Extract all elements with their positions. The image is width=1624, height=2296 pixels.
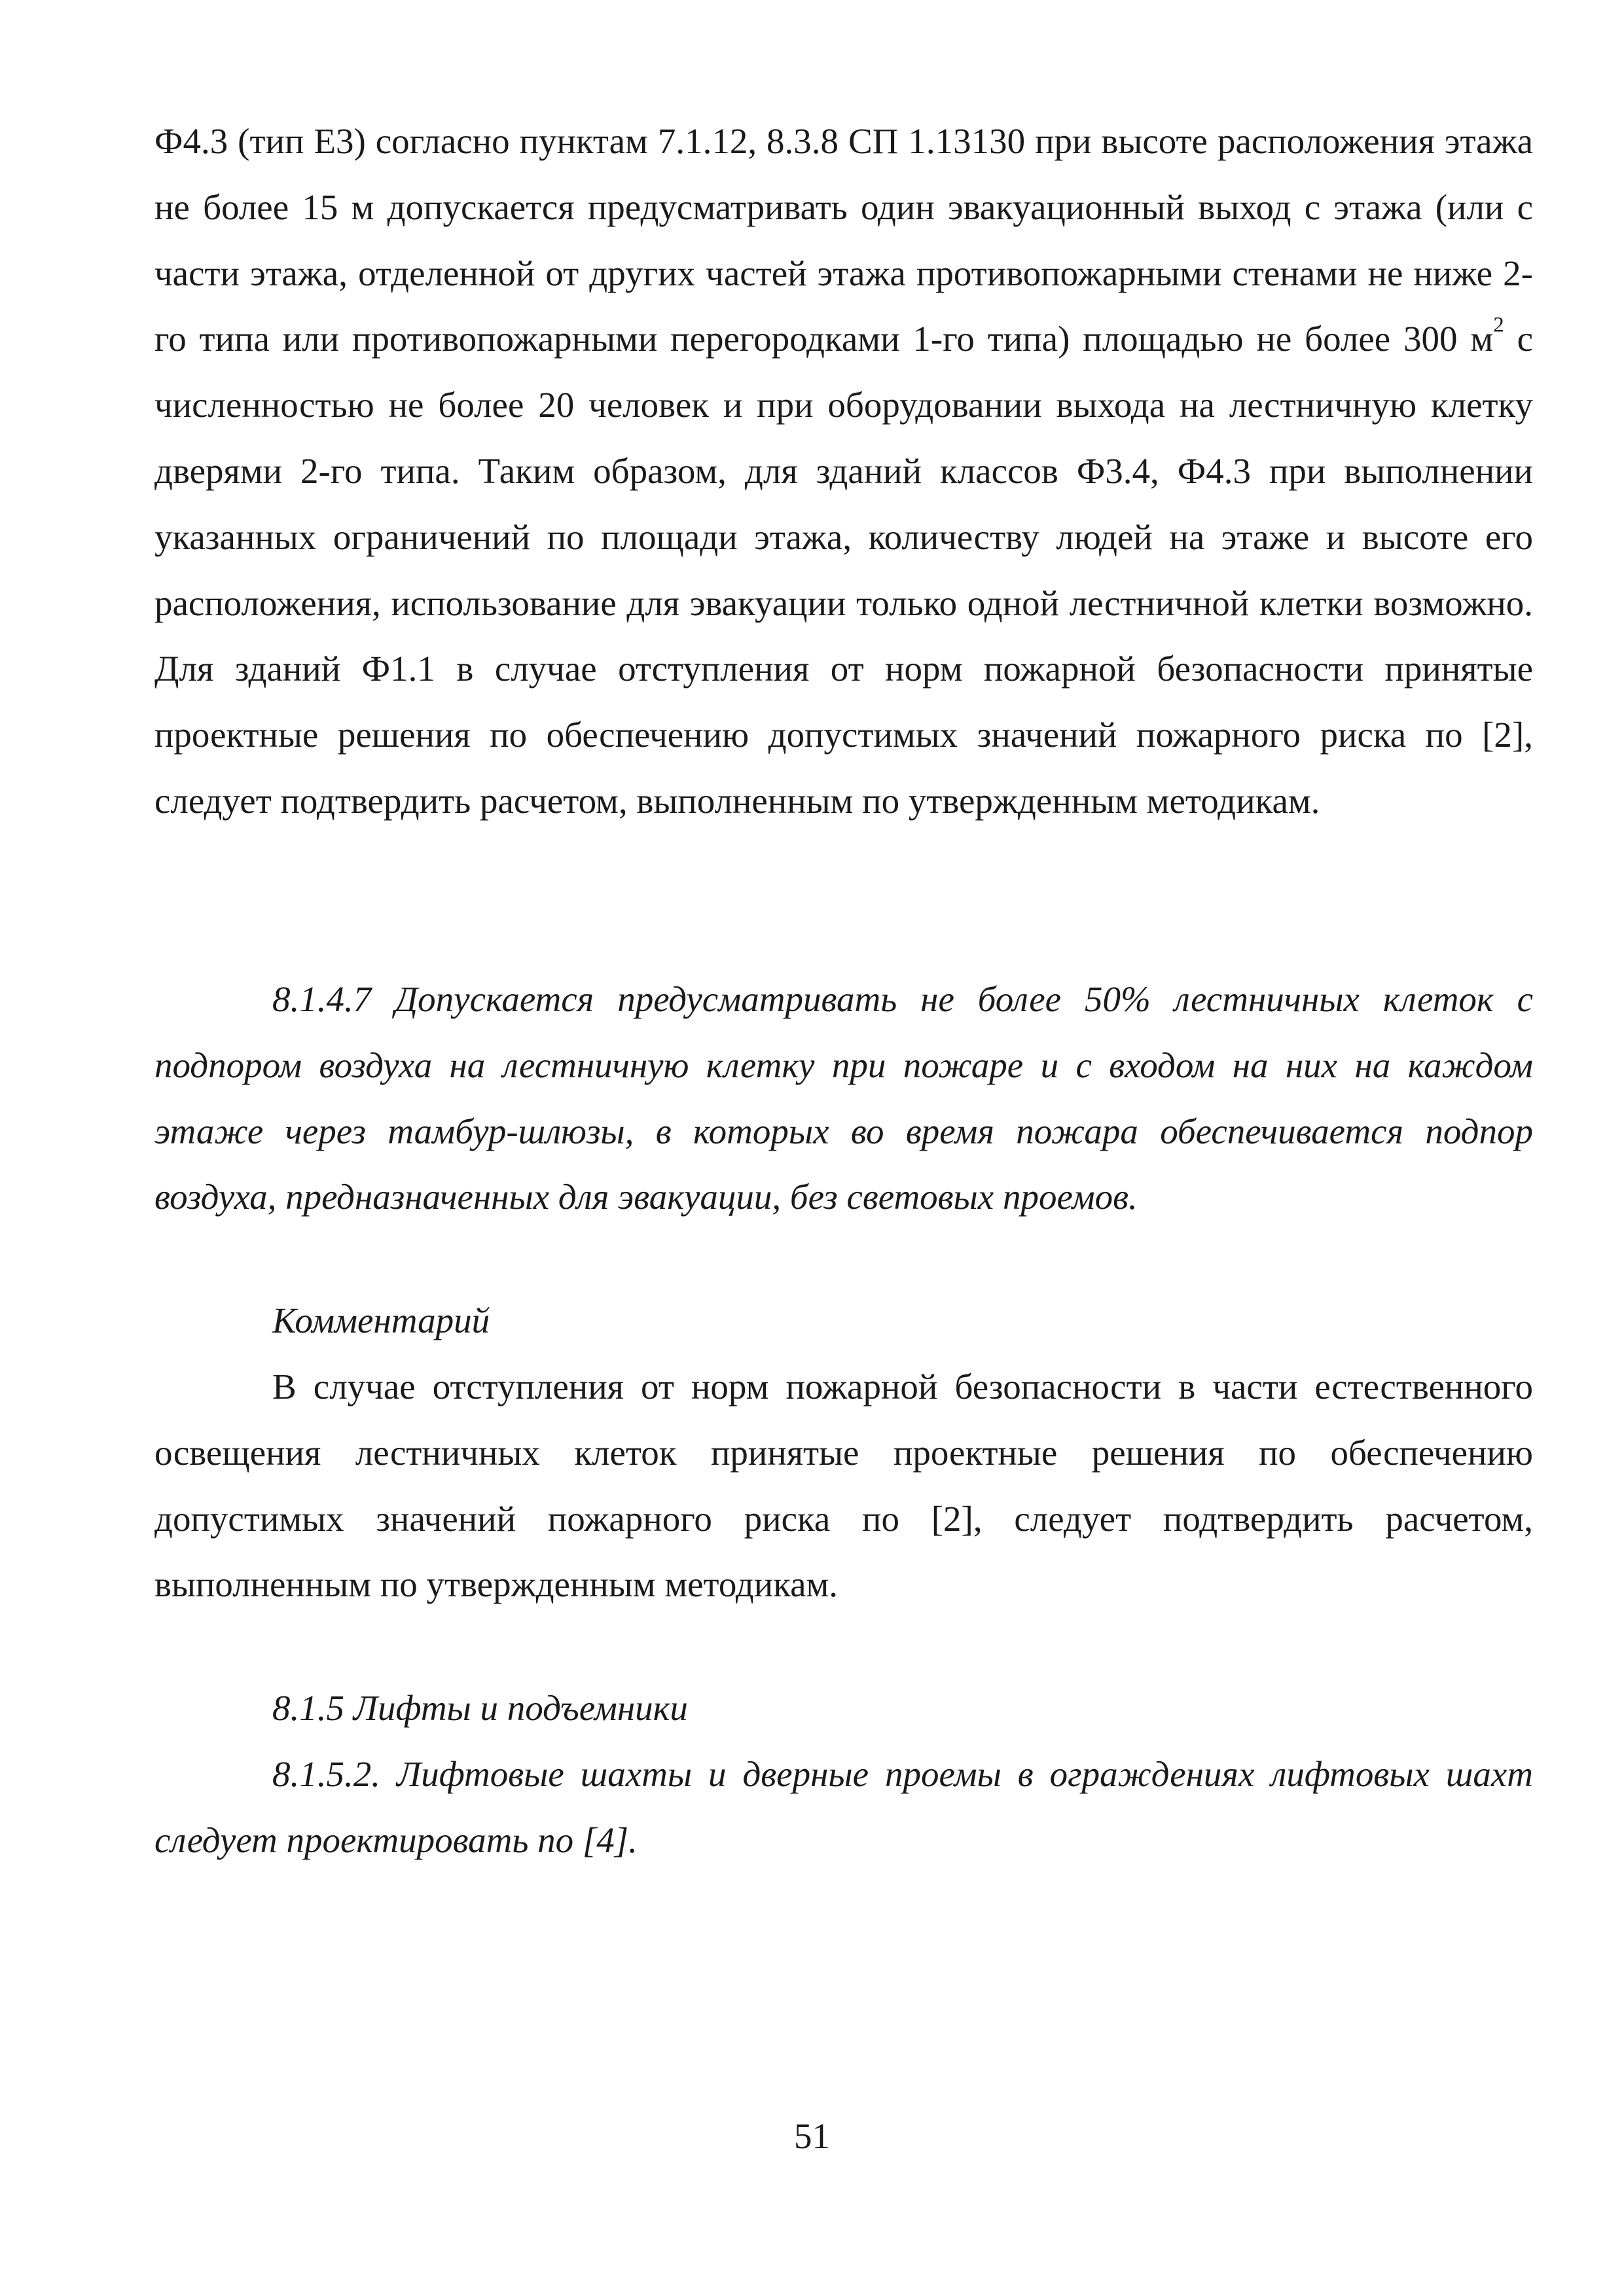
superscript: 2 <box>1493 313 1504 337</box>
comment-paragraph: В случае отступления от норм пожарной безопасности в части естественного освещения лестничных клеток принятые проектные решения по обеспечению допустимых значений пожарного риска по [2], следует подтвердить расчетом, выполненным по утвержденным методикам. <box>154 1367 1533 1605</box>
section-heading: 8.1.5 Лифты и подъемники <box>272 1688 688 1728</box>
paragraph-text: с численностью не более 20 человек и при оборудовании выхода на лестничную клетку дверями 2-го типа. Таким образом, для зданий классов Ф3.4, Ф4.3 при выполнении указанных ограничений по площади этажа, количеству людей на этаже и высоте его расположения, использование для эвакуации только одной лестничной клетки возможно. Для зданий Ф1.1 в случае отступления от норм пожарной безопасности принятые проектные решения по обеспечению допустимых значений пожарного риска по [2], следует подтвердить расчетом, выполненным по утвержденным методикам. <box>154 319 1533 821</box>
body-paragraph <box>154 109 1533 834</box>
paragraph-text: Ф4.3 (тип Е3) согласно пунктам 7.1.12, 8.3.8 СП 1.13130 при высоте расположения этажа не более 15 м допускается предусматривать один эвакуационный выход с этажа (или с части этажа, отделенной от других частей этажа противопожарными стенами не ниже 2-го типа или противопожарными перегородками 1-го типа) площадью не более 300 м <box>154 121 1533 359</box>
page-number: 51 <box>794 2116 830 2156</box>
comment-heading: Комментарий <box>272 1300 490 1340</box>
clause-8-1-5-2: 8.1.5.2. Лифтовые шахты и дверные проемы в ограждениях лифтовых шахт следует проектировать по [4]. <box>154 1754 1533 1860</box>
clause-8-1-4-7: 8.1.4.7 Допускается предусматривать не более 50% лестничных клеток с подпором воздуха на лестничную клетку при пожаре и с входом на них на каждом этаже через тамбур-шлюзы, в которых во время пожара обеспечивается подпор воздуха, предназначенных для эвакуации, без световых проемов. <box>154 979 1533 1217</box>
